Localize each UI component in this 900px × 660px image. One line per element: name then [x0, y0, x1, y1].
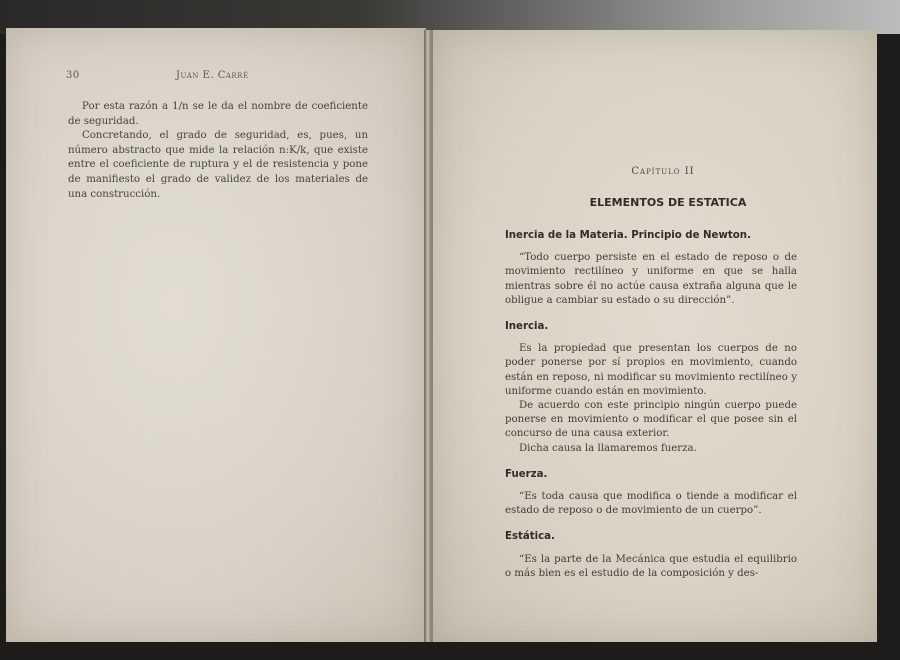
page-number: 30	[66, 70, 80, 81]
right-page	[430, 30, 877, 642]
fuerza-paragraph: “Es toda causa que modifica o tiende a modificar el estado de reposo o de movimiento de un cuerpo”.	[505, 491, 797, 517]
left-page	[6, 28, 426, 642]
section-heading-newton: Inercia de la Materia. Principio de Newton.	[505, 230, 751, 241]
chapter-title: ELEMENTOS DE ESTATICA	[589, 196, 747, 209]
estatica-paragraph: “Es la parte de la Mecánica que estudia el equilibrio o más bien es el estudio de la composición y des-	[505, 553, 797, 579]
left-body-text	[68, 100, 368, 202]
inercia-paragraph-2: De acuerdo con este principio ningún cuerpo puede ponerse en movimiento o modificar el que posee sin el concurso de una causa exterior.	[505, 400, 797, 440]
newton-quote: “Todo cuerpo persiste en el estado de reposo o de movimiento rectilíneo y uniforme en que se halla mientras sobre él no actúe causa extraña alguna que le obligue a cambiar su estado o su dirección”.	[505, 252, 797, 306]
chapter-label: Capítulo II	[631, 166, 695, 177]
section-heading-fuerza: Fuerza.	[505, 468, 548, 480]
left-paragraph-1: Por esta razón a 1/n se le da el nombre de coeficiente de seguridad.	[68, 101, 368, 127]
inercia-paragraph-1: Es la propiedad que presentan los cuerpos de no poder ponerse por sí propios en movimiento, cuando están en reposo, ni modificar su movimiento rectilíneo y uniforme cuando están en movimiento.	[505, 343, 797, 397]
author-name: Juan E. Carré	[176, 70, 249, 81]
right-body-text	[505, 225, 797, 581]
left-paragraph-2: Concretando, el grado de seguridad, es, pues, un número abstracto que mide la relación n:K/k, que existe entre el coeficiente de ruptura y el de resistencia y pone de manifiesto el grado de validez de los materiales de una construcción.	[68, 130, 368, 200]
section-heading-inercia: Inercia.	[505, 321, 549, 333]
inercia-paragraph-3: Dicha causa la llamaremos fuerza.	[519, 442, 697, 454]
section-heading-estatica: Estática.	[505, 531, 555, 543]
